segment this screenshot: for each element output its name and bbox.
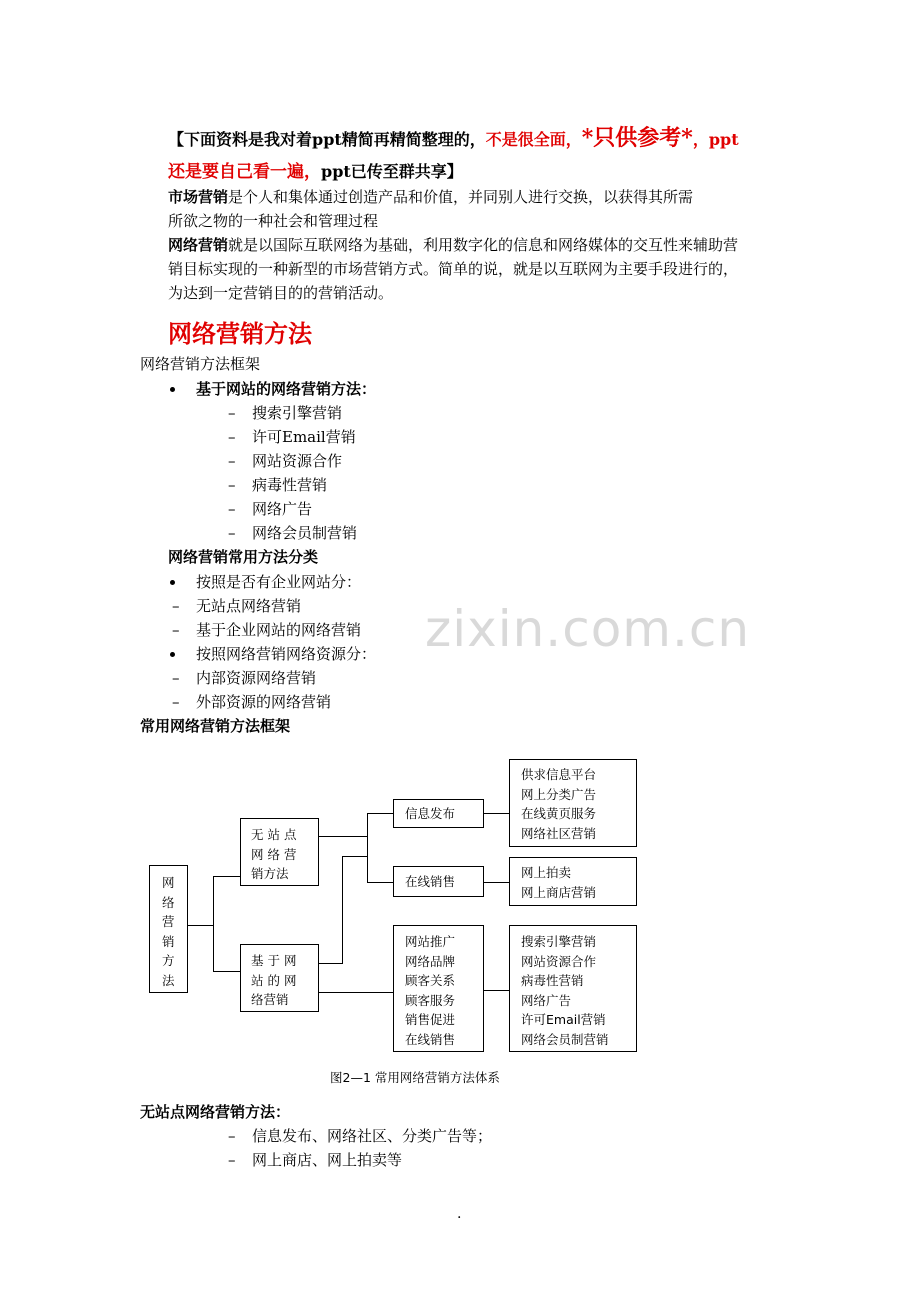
- dash: –: [172, 621, 180, 639]
- net-def-line2: 销目标实现的一种新型的市场营销方式。简单的说，就是以互联网为主要手段进行的，: [168, 260, 739, 278]
- site-function-item: 网络品牌: [405, 953, 456, 969]
- dash: –: [228, 500, 236, 518]
- dash: –: [228, 428, 236, 446]
- website-method-item: 网络会员制营销: [252, 524, 358, 542]
- site-method-item: 病毒性营销: [521, 973, 584, 988]
- dash: –: [172, 669, 180, 687]
- page-heading: 网络营销方法: [168, 320, 312, 348]
- site-method-item: 搜索引擎营销: [521, 934, 597, 949]
- watermark: zixin.com.cn: [425, 600, 751, 658]
- classify-bullet-1: 按照是否有企业网站分：: [196, 573, 362, 591]
- notice-part2: 不是很全面，: [485, 130, 582, 149]
- diagram-title: 常用网络营销方法框架: [140, 717, 291, 735]
- footer-dot: .: [457, 1206, 462, 1222]
- no-site-line: 销方法: [251, 866, 289, 881]
- market-term: 市场营销: [168, 188, 229, 206]
- connector-line: [483, 813, 509, 814]
- dash: –: [228, 476, 236, 494]
- site-function-item: 网站推广: [405, 934, 456, 949]
- notice-line-2: [168, 158, 463, 186]
- site-methods-box: [509, 925, 637, 1052]
- dash: –: [228, 1127, 236, 1145]
- dash: –: [228, 452, 236, 470]
- info-item: 在线黄页服务: [521, 806, 597, 821]
- info-publish-box: [393, 799, 484, 828]
- no-site-methods-title: 无站点网络营销方法：: [140, 1103, 291, 1121]
- site-method-item: 网站资源合作: [521, 953, 597, 969]
- notice-part3: *只供参考*: [581, 125, 693, 151]
- root-char: 网: [162, 875, 175, 890]
- root-box: [149, 865, 188, 993]
- no-site-line: 无 站 点: [251, 827, 297, 842]
- site-function-item: 在线销售: [405, 1031, 456, 1047]
- site-functions-box: [393, 925, 484, 1052]
- site-method-item: 网络会员制营销: [521, 1031, 609, 1047]
- market-def-line1: [168, 185, 693, 209]
- notice-line2-rest: ppt已传至群共享】: [321, 162, 463, 181]
- site-function-item: 顾客服务: [405, 992, 456, 1008]
- connector-line: [213, 971, 240, 972]
- notice-part1: 【下面资料是我对着ppt精简再精简整理的，: [168, 130, 486, 149]
- website-method-item: 网络广告: [252, 500, 313, 518]
- connector-line: [213, 876, 214, 972]
- dash: –: [172, 693, 180, 711]
- info-item: 网上分类广告: [521, 786, 597, 802]
- framework-title: 网络营销方法框架: [140, 355, 261, 373]
- no-site-method-item: 信息发布、网络社区、分类广告等；: [252, 1127, 493, 1145]
- classify-bullet-2: 按照网络营销网络资源分：: [196, 645, 377, 663]
- connector-line: [318, 992, 393, 993]
- connector-line: [342, 856, 368, 857]
- info-publish-label: 信息发布: [405, 806, 456, 821]
- site-based-line: 基 于 网: [251, 953, 297, 968]
- bullet-dot: [170, 652, 175, 657]
- dash: –: [172, 597, 180, 615]
- root-char: 销: [162, 933, 175, 949]
- site-method-item: 网络广告: [521, 992, 572, 1008]
- sales-item: 网上商店营销: [521, 884, 597, 900]
- website-method-item: 病毒性营销: [252, 476, 328, 494]
- connector-line: [483, 990, 509, 991]
- site-based-line: 站 的 网: [251, 972, 297, 988]
- classify-sub-item: 内部资源网络营销: [196, 669, 317, 687]
- connector-line: [318, 963, 343, 964]
- connector-line: [483, 882, 509, 883]
- online-sales-label: 在线销售: [405, 874, 456, 889]
- root-char: 营: [162, 914, 175, 929]
- notice-part4: ，ppt: [692, 130, 739, 149]
- site-based-box: [240, 944, 319, 1012]
- dash: –: [228, 524, 236, 542]
- info-items-box: [509, 759, 637, 847]
- site-function-item: 销售促进: [405, 1012, 456, 1027]
- root-char: 法: [162, 972, 175, 988]
- no-site-line: 网 络 营: [251, 846, 297, 862]
- classify-sub-item: 外部资源的网络营销: [196, 693, 332, 711]
- sales-item: 网上拍卖: [521, 865, 572, 880]
- classify-sub-item: 无站点网络营销: [196, 597, 302, 615]
- no-site-method-item: 网上商店、网上拍卖等: [252, 1151, 403, 1169]
- net-term: 网络营销: [168, 236, 229, 254]
- website-based-title: 基于网站的网络营销方法：: [196, 380, 377, 398]
- net-def-line3: 为达到一定营销目的的营销活动。: [168, 284, 394, 302]
- no-site-box: [240, 818, 319, 886]
- connector-line: [187, 925, 214, 926]
- connector-line: [213, 876, 240, 877]
- root-char: 络: [162, 894, 175, 910]
- connector-line: [367, 882, 393, 883]
- bullet-dot: [170, 580, 175, 585]
- bullet-dot: [170, 387, 175, 392]
- common-classify-title: 网络营销常用方法分类: [168, 548, 319, 566]
- diagram-caption: 图2—1 常用网络营销方法体系: [330, 1070, 500, 1085]
- site-function-item: 顾客关系: [405, 973, 456, 988]
- net-def-text: 就是以国际互联网络为基础，利用数字化的信息和网络媒体的交互性来辅助营: [228, 236, 739, 254]
- website-method-item: 网站资源合作: [252, 452, 343, 470]
- classify-sub-item: 基于企业网站的网络营销: [196, 621, 362, 639]
- dash: –: [228, 404, 236, 422]
- online-sales-box: [393, 866, 484, 897]
- dash: –: [228, 1151, 236, 1169]
- connector-line: [367, 813, 393, 814]
- site-based-line: 络营销: [251, 992, 289, 1007]
- net-def-line1: [168, 233, 738, 257]
- website-method-item: 许可Email营销: [252, 428, 356, 446]
- market-def-line2: 所欲之物的一种社会和管理过程: [168, 212, 379, 230]
- site-method-item: 许可Email营销: [521, 1012, 606, 1027]
- website-method-item: 搜索引擎营销: [252, 404, 343, 422]
- info-item: 供求信息平台: [521, 767, 597, 782]
- info-item: 网络社区营销: [521, 825, 597, 841]
- root-char: 方: [162, 953, 175, 968]
- connector-line: [342, 856, 343, 964]
- market-def-text: 是个人和集体通过创造产品和价值，并同别人进行交换，以获得其所需: [228, 188, 694, 206]
- notice-line2-red: 还是要自己看一遍，: [168, 162, 321, 182]
- connector-line: [367, 813, 368, 883]
- notice-line-1: [168, 124, 739, 154]
- sales-items-box: [509, 857, 637, 906]
- connector-line: [318, 836, 368, 837]
